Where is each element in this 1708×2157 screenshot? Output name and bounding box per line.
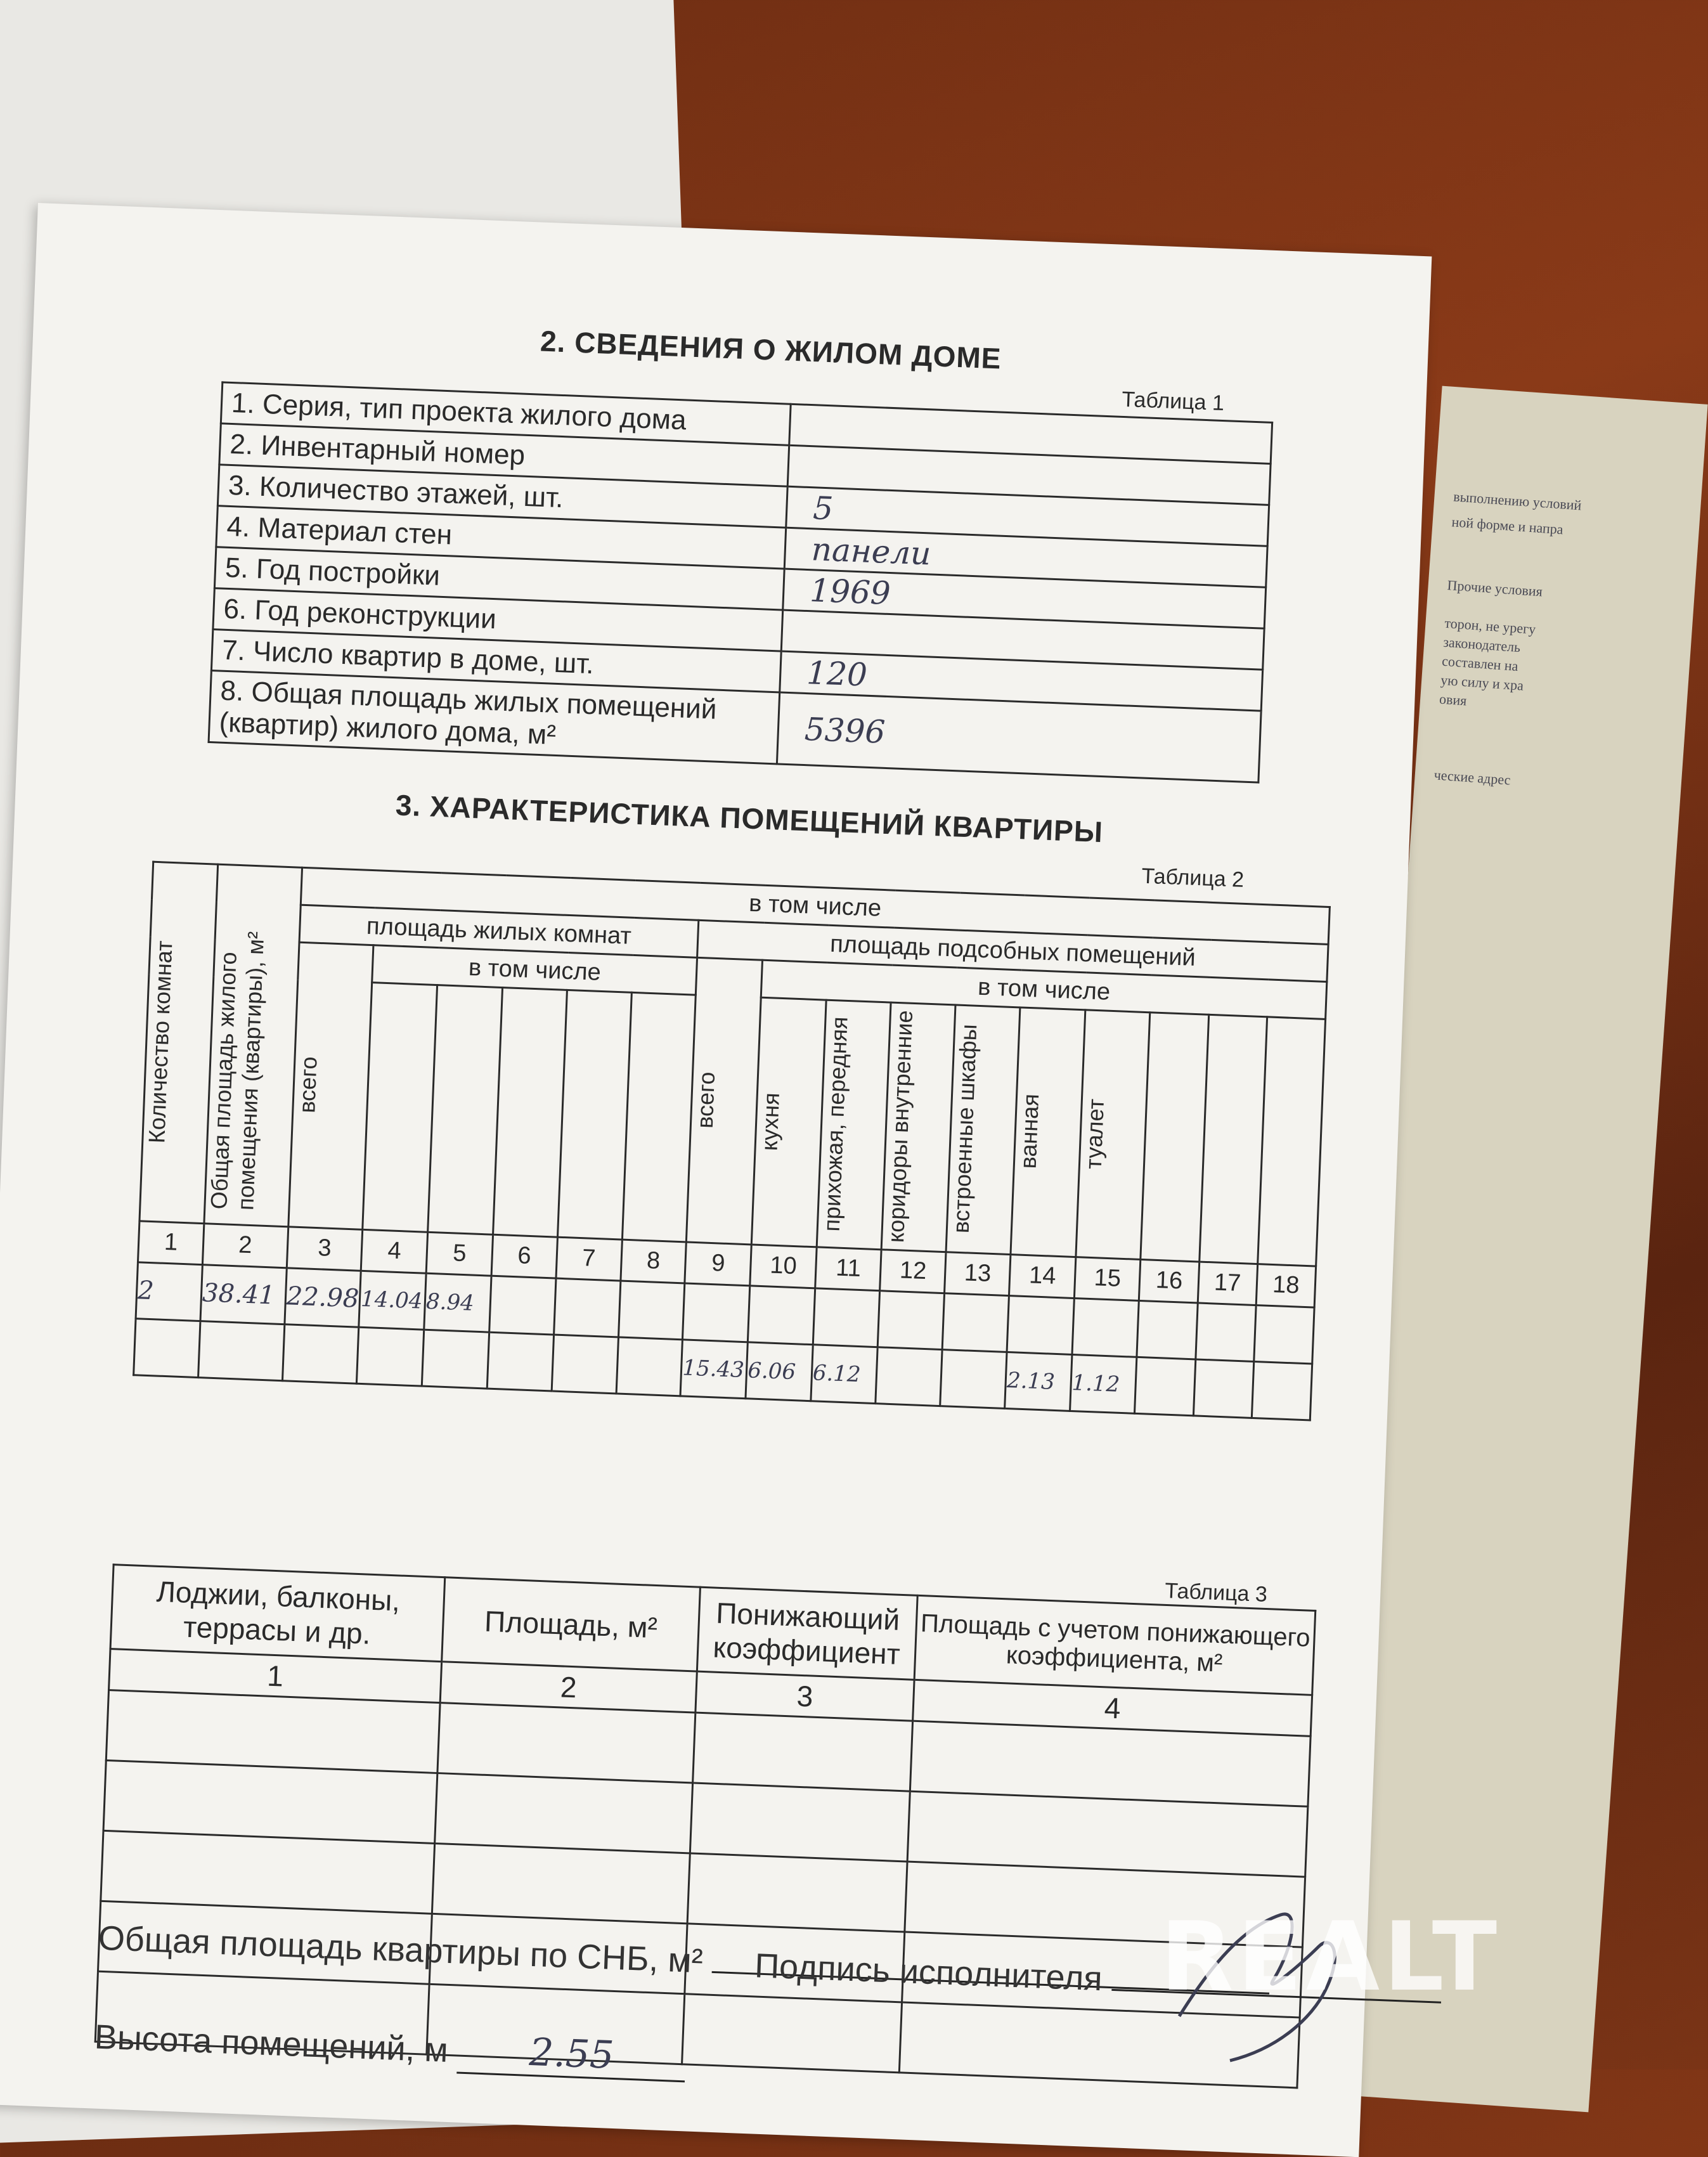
table-cell (1007, 1295, 1074, 1354)
signature-label: Подпись исполнителя (754, 1946, 1103, 1998)
room-height-label: Высота помещений, м (93, 2018, 449, 2070)
table-cell (422, 1330, 489, 1389)
table-cell (1135, 1357, 1195, 1415)
blank-header (1257, 1017, 1325, 1266)
table-cell: 15.43 (680, 1340, 747, 1399)
table-cell (1072, 1298, 1139, 1357)
table-cell (1252, 1361, 1312, 1420)
row-label: 1. Серия, тип проекта жилого дома (221, 382, 791, 445)
row-label: 5. Год постройки (214, 547, 784, 610)
column-number: 3 (695, 1671, 914, 1721)
row-label: 3. Количество этажей, шт. (217, 465, 787, 528)
blank-header (622, 992, 696, 1241)
row-label: 6. Год реконструкции (213, 588, 783, 651)
section2-title: 2. СВЕДЕНИЯ О ЖИЛОМ ДОМЕ (540, 324, 1002, 375)
living-total-header: всего (288, 942, 373, 1229)
row-label: 4. Материал стен (216, 506, 786, 569)
table-cell (618, 1281, 685, 1340)
column-number: 17 (1198, 1262, 1258, 1305)
right-sheet-line: ной форме и напра (1451, 514, 1564, 538)
row-value: 1969 (783, 569, 1266, 628)
table-cell: 2 (136, 1262, 202, 1321)
row-value: 120 (780, 651, 1263, 711)
table1-label: Таблица 1 (1121, 387, 1225, 416)
blank-header (1199, 1014, 1267, 1264)
row-value: панели (784, 528, 1267, 587)
column-number: 15 (1074, 1257, 1141, 1300)
blank-header (557, 990, 631, 1239)
table-cell: 22.98 (285, 1267, 361, 1326)
bathroom-header: ванная (1011, 1007, 1085, 1257)
toilet-header: туалет (1076, 1010, 1150, 1259)
column-number: 1 (138, 1221, 204, 1264)
table3-label: Таблица 3 (1164, 1578, 1268, 1607)
right-sheet-line: выполнению условий (1452, 488, 1582, 514)
column-number: 2 (202, 1223, 288, 1267)
column-number: 2 (440, 1662, 697, 1713)
row-label: 7. Число квартир в доме, шт. (211, 630, 781, 692)
rooms-count-header: Количество комнат (139, 862, 218, 1223)
blank-header (363, 983, 437, 1232)
table-cell: 38.41 (200, 1264, 287, 1324)
column-number: 4 (913, 1680, 1312, 1736)
total-area-snb-label: Общая площадь квартиры по СНБ, м² (97, 1919, 704, 1981)
table-cell (282, 1324, 359, 1383)
row-label: 8. Общая площадь жилых помещений (квартир) жилого дома, м² (209, 671, 780, 764)
form-page (0, 203, 1432, 2157)
living-including-header: в том числе (372, 945, 697, 995)
column-number: 8 (620, 1240, 686, 1283)
corridors-header: коридоры внутренние (882, 1002, 956, 1252)
apartment-rooms-table (133, 861, 1331, 1421)
table-cell (1254, 1305, 1315, 1363)
column-number: 6 (491, 1234, 557, 1278)
table-cell (876, 1347, 942, 1406)
right-sheet-line: составлен на (1441, 652, 1519, 675)
living-area-header: площадь жилых комнат (299, 905, 699, 957)
realt-watermark: REALT (1160, 1902, 1501, 2012)
table-cell: 1.12 (1070, 1354, 1137, 1413)
table-cell (552, 1335, 618, 1394)
adjusted-area-header: Площадь с учетом понижающего коэффициента, м² (914, 1595, 1316, 1695)
table-cell (198, 1321, 285, 1380)
aux-total-header: всего (687, 957, 763, 1244)
column-number: 5 (426, 1232, 493, 1276)
house-info-table (207, 381, 1273, 783)
table-cell (943, 1293, 1009, 1352)
table-cell: 6.06 (746, 1342, 813, 1401)
column-number: 4 (361, 1229, 427, 1273)
table-cell (553, 1278, 620, 1337)
column-number: 14 (1009, 1254, 1076, 1298)
table-cell: 6.12 (811, 1344, 878, 1403)
section3-title: 3. ХАРАКТЕРИСТИКА ПОМЕЩЕНИЙ КВАРТИРЫ (394, 788, 1104, 849)
table-cell: 8.94 (424, 1273, 491, 1332)
table-cell (813, 1288, 880, 1347)
row-value: 5396 (777, 692, 1261, 782)
table-cell (489, 1276, 555, 1335)
column-number: 16 (1139, 1259, 1200, 1302)
column-number: 13 (945, 1252, 1011, 1295)
table-cell (1193, 1359, 1253, 1418)
column-number: 10 (750, 1245, 817, 1288)
area-header: Площадь, м² (442, 1577, 701, 1671)
table2-label: Таблица 2 (1141, 864, 1245, 892)
column-number: 12 (880, 1249, 946, 1293)
table-cell (683, 1283, 750, 1342)
balconies-table (94, 1564, 1317, 2089)
row-label: 2. Инвентарный номер (219, 424, 789, 486)
room-height-value: 2.55 (456, 2028, 687, 2083)
table-cell: 2.13 (1005, 1352, 1072, 1411)
blank-header (493, 988, 567, 1237)
column-number: 3 (287, 1227, 363, 1271)
table-cell (1137, 1300, 1197, 1359)
right-sheet-line: ую силу и хра (1440, 671, 1524, 694)
table-cell (134, 1318, 200, 1377)
coefficient-header: Понижающий коэффициент (697, 1587, 917, 1680)
aux-area-header: площадь подсобных помещений (697, 920, 1328, 981)
right-sheet-line: Прочие условия (1446, 577, 1543, 600)
including-header: в том числе (301, 867, 1330, 944)
table-cell (616, 1337, 683, 1396)
total-area-header: Общая площадь жилого помещения (квартиры), м² (204, 864, 302, 1226)
column-number: 1 (109, 1649, 442, 1703)
right-sheet-line: овия (1439, 690, 1468, 709)
table-cell (878, 1290, 945, 1349)
table-cell (1195, 1303, 1255, 1361)
closets-header: встроенные шкафы (946, 1005, 1020, 1254)
right-sheet-line: торон, не урегу (1444, 614, 1537, 637)
balconies-header: Лоджии, балконы, террасы и др. (110, 1565, 445, 1662)
column-number: 11 (815, 1247, 882, 1291)
column-number: 7 (556, 1237, 622, 1281)
table-cell (357, 1327, 424, 1386)
table-cell: 14.04 (359, 1271, 426, 1330)
table-cell (487, 1332, 553, 1391)
right-sheet-line: ческие адрес (1433, 767, 1511, 788)
row-value: 5 (786, 486, 1269, 546)
blank-header (428, 985, 503, 1234)
table-cell (940, 1349, 1007, 1408)
right-sheet-line: законодатель (1442, 633, 1522, 656)
table-cell (748, 1286, 815, 1345)
column-number: 18 (1256, 1264, 1316, 1307)
hall-header: прихожая, передняя (817, 1000, 891, 1249)
aux-including-header: в том числе (761, 960, 1327, 1019)
kitchen-header: кухня (752, 997, 826, 1247)
column-number: 9 (685, 1242, 751, 1286)
blank-header (1141, 1013, 1208, 1262)
